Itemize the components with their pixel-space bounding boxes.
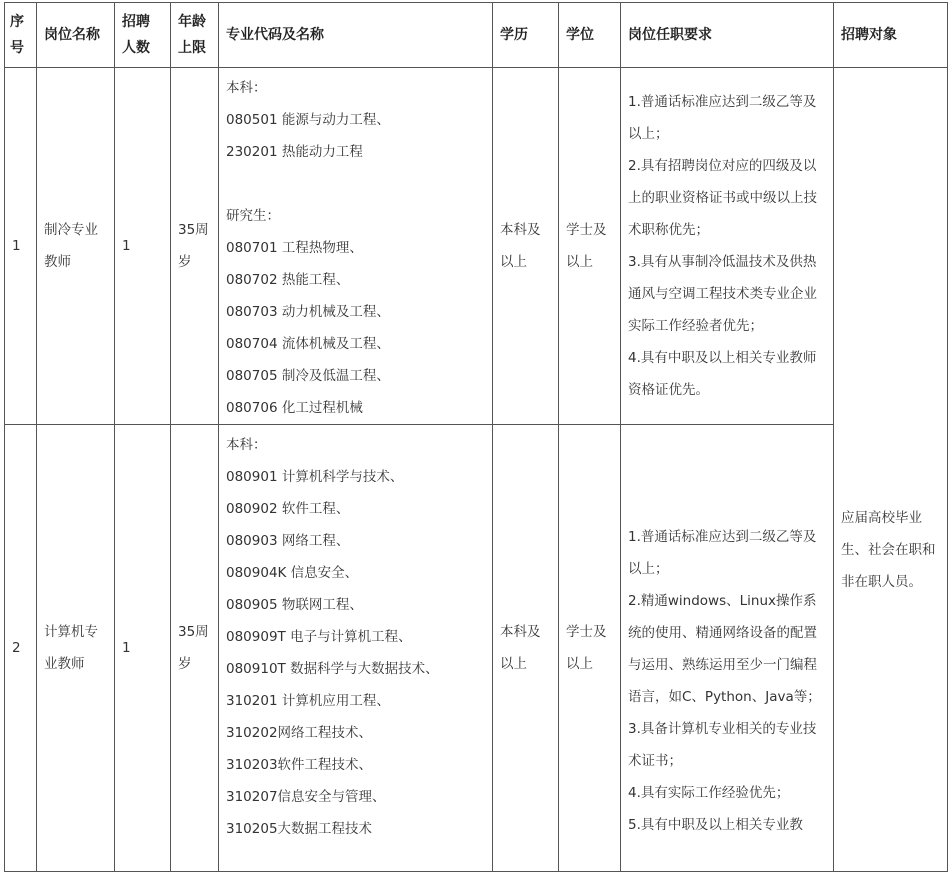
- row-target: 应届高校毕业生、社会在职和非在职人员。: [834, 68, 948, 872]
- major-item: 080903 网络工程、: [226, 533, 350, 549]
- requirement-item: 4.具有实际工作经验优先；: [628, 785, 790, 801]
- header-row: [5, 3, 948, 68]
- row-age: 35周岁: [171, 425, 219, 872]
- row-seq: 1: [5, 68, 37, 425]
- major-item: 080702 热能工程、: [226, 272, 350, 288]
- row-degree: 学士及以上: [559, 68, 621, 425]
- header-requirements: 岗位任职要求: [621, 3, 834, 68]
- requirement-item: 3.具有从事制冷低温技术及供热通风与空调工程技术类专业企业实际工作经验者优先；: [628, 254, 817, 334]
- requirement-item: 1.普通话标准应达到二级乙等及以上；: [628, 529, 817, 577]
- requirement-item: 1.普通话标准应达到二级乙等及以上；: [628, 94, 817, 142]
- table-row: [5, 68, 948, 425]
- major-item: 080909T 电子与计算机工程、: [226, 629, 412, 645]
- major-item: 080910T 数据科学与大数据技术、: [226, 661, 439, 677]
- requirement-item: 2.精通windows、Linux操作系统的使用、精通网络设备的配置与运用、熟练运用至少一门编程语言，如C、Python、Java等；: [628, 593, 821, 705]
- major-item: 080705 制冷及低温工程、: [226, 368, 390, 384]
- row-post: 制冷专业教师: [37, 68, 115, 425]
- major-item: 080706 化工过程机械: [226, 400, 363, 416]
- header-age: 年龄上限: [171, 3, 219, 68]
- major-item: 310202网络工程技术、: [226, 725, 373, 741]
- major-group-title: 本科：: [226, 80, 267, 96]
- requirement-item: 2.具有招聘岗位对应的四级及以上的职业资格证书或中级以上技术职称优先；: [628, 158, 817, 238]
- major-item: 310201 计算机应用工程、: [226, 693, 390, 709]
- major-item: 080901 计算机科学与技术、: [226, 469, 404, 485]
- header-seq: 序号: [5, 3, 37, 68]
- row-education: 本科及以上: [493, 425, 559, 872]
- header-education: 学历: [493, 3, 559, 68]
- major-item: 080904K 信息安全、: [226, 565, 359, 581]
- major-item: 310205大数据工程技术: [226, 821, 373, 837]
- row-major-list: [219, 68, 493, 425]
- major-item: 080902 软件工程、: [226, 501, 350, 517]
- major-item: 230201 热能动力工程: [226, 144, 363, 160]
- row-degree: 学士及以上: [559, 425, 621, 872]
- row-count: 1: [115, 425, 171, 872]
- row-seq: 2: [5, 425, 37, 872]
- major-item: 080905 物联网工程、: [226, 597, 363, 613]
- row-age: 35周岁: [171, 68, 219, 425]
- major-item: 080703 动力机械及工程、: [226, 304, 390, 320]
- row-requirements: [621, 68, 834, 425]
- major-item: 080501 能源与动力工程、: [226, 112, 390, 128]
- header-post: 岗位名称: [37, 3, 115, 68]
- recruitment-table: [4, 2, 948, 872]
- requirement-item: 3.具备计算机专业相关的专业技术证书；: [628, 721, 817, 769]
- major-item: 080704 流体机械及工程、: [226, 336, 390, 352]
- header-target: 招聘对象: [834, 3, 948, 68]
- major-item: 080701 工程热物理、: [226, 240, 363, 256]
- header-major: 专业代码及名称: [219, 3, 493, 68]
- blank-line: [226, 168, 485, 200]
- major-group-title: 本科：: [226, 437, 267, 453]
- requirement-item: 5.具有中职及以上相关专业教: [628, 817, 803, 833]
- header-count: 招聘人数: [115, 3, 171, 68]
- row-education: 本科及以上: [493, 68, 559, 425]
- row-requirements: [621, 425, 834, 872]
- row-post: 计算机专业教师: [37, 425, 115, 872]
- table-row: [5, 425, 948, 872]
- requirement-item: 4.具有中职及以上相关专业教师资格证优先。: [628, 350, 817, 398]
- row-count: 1: [115, 68, 171, 425]
- header-degree: 学位: [559, 3, 621, 68]
- major-group-title: 研究生：: [226, 208, 280, 224]
- row-major-list: [219, 425, 493, 872]
- major-item: 310207信息安全与管理、: [226, 789, 386, 805]
- major-item: 310203软件工程技术、: [226, 757, 373, 773]
